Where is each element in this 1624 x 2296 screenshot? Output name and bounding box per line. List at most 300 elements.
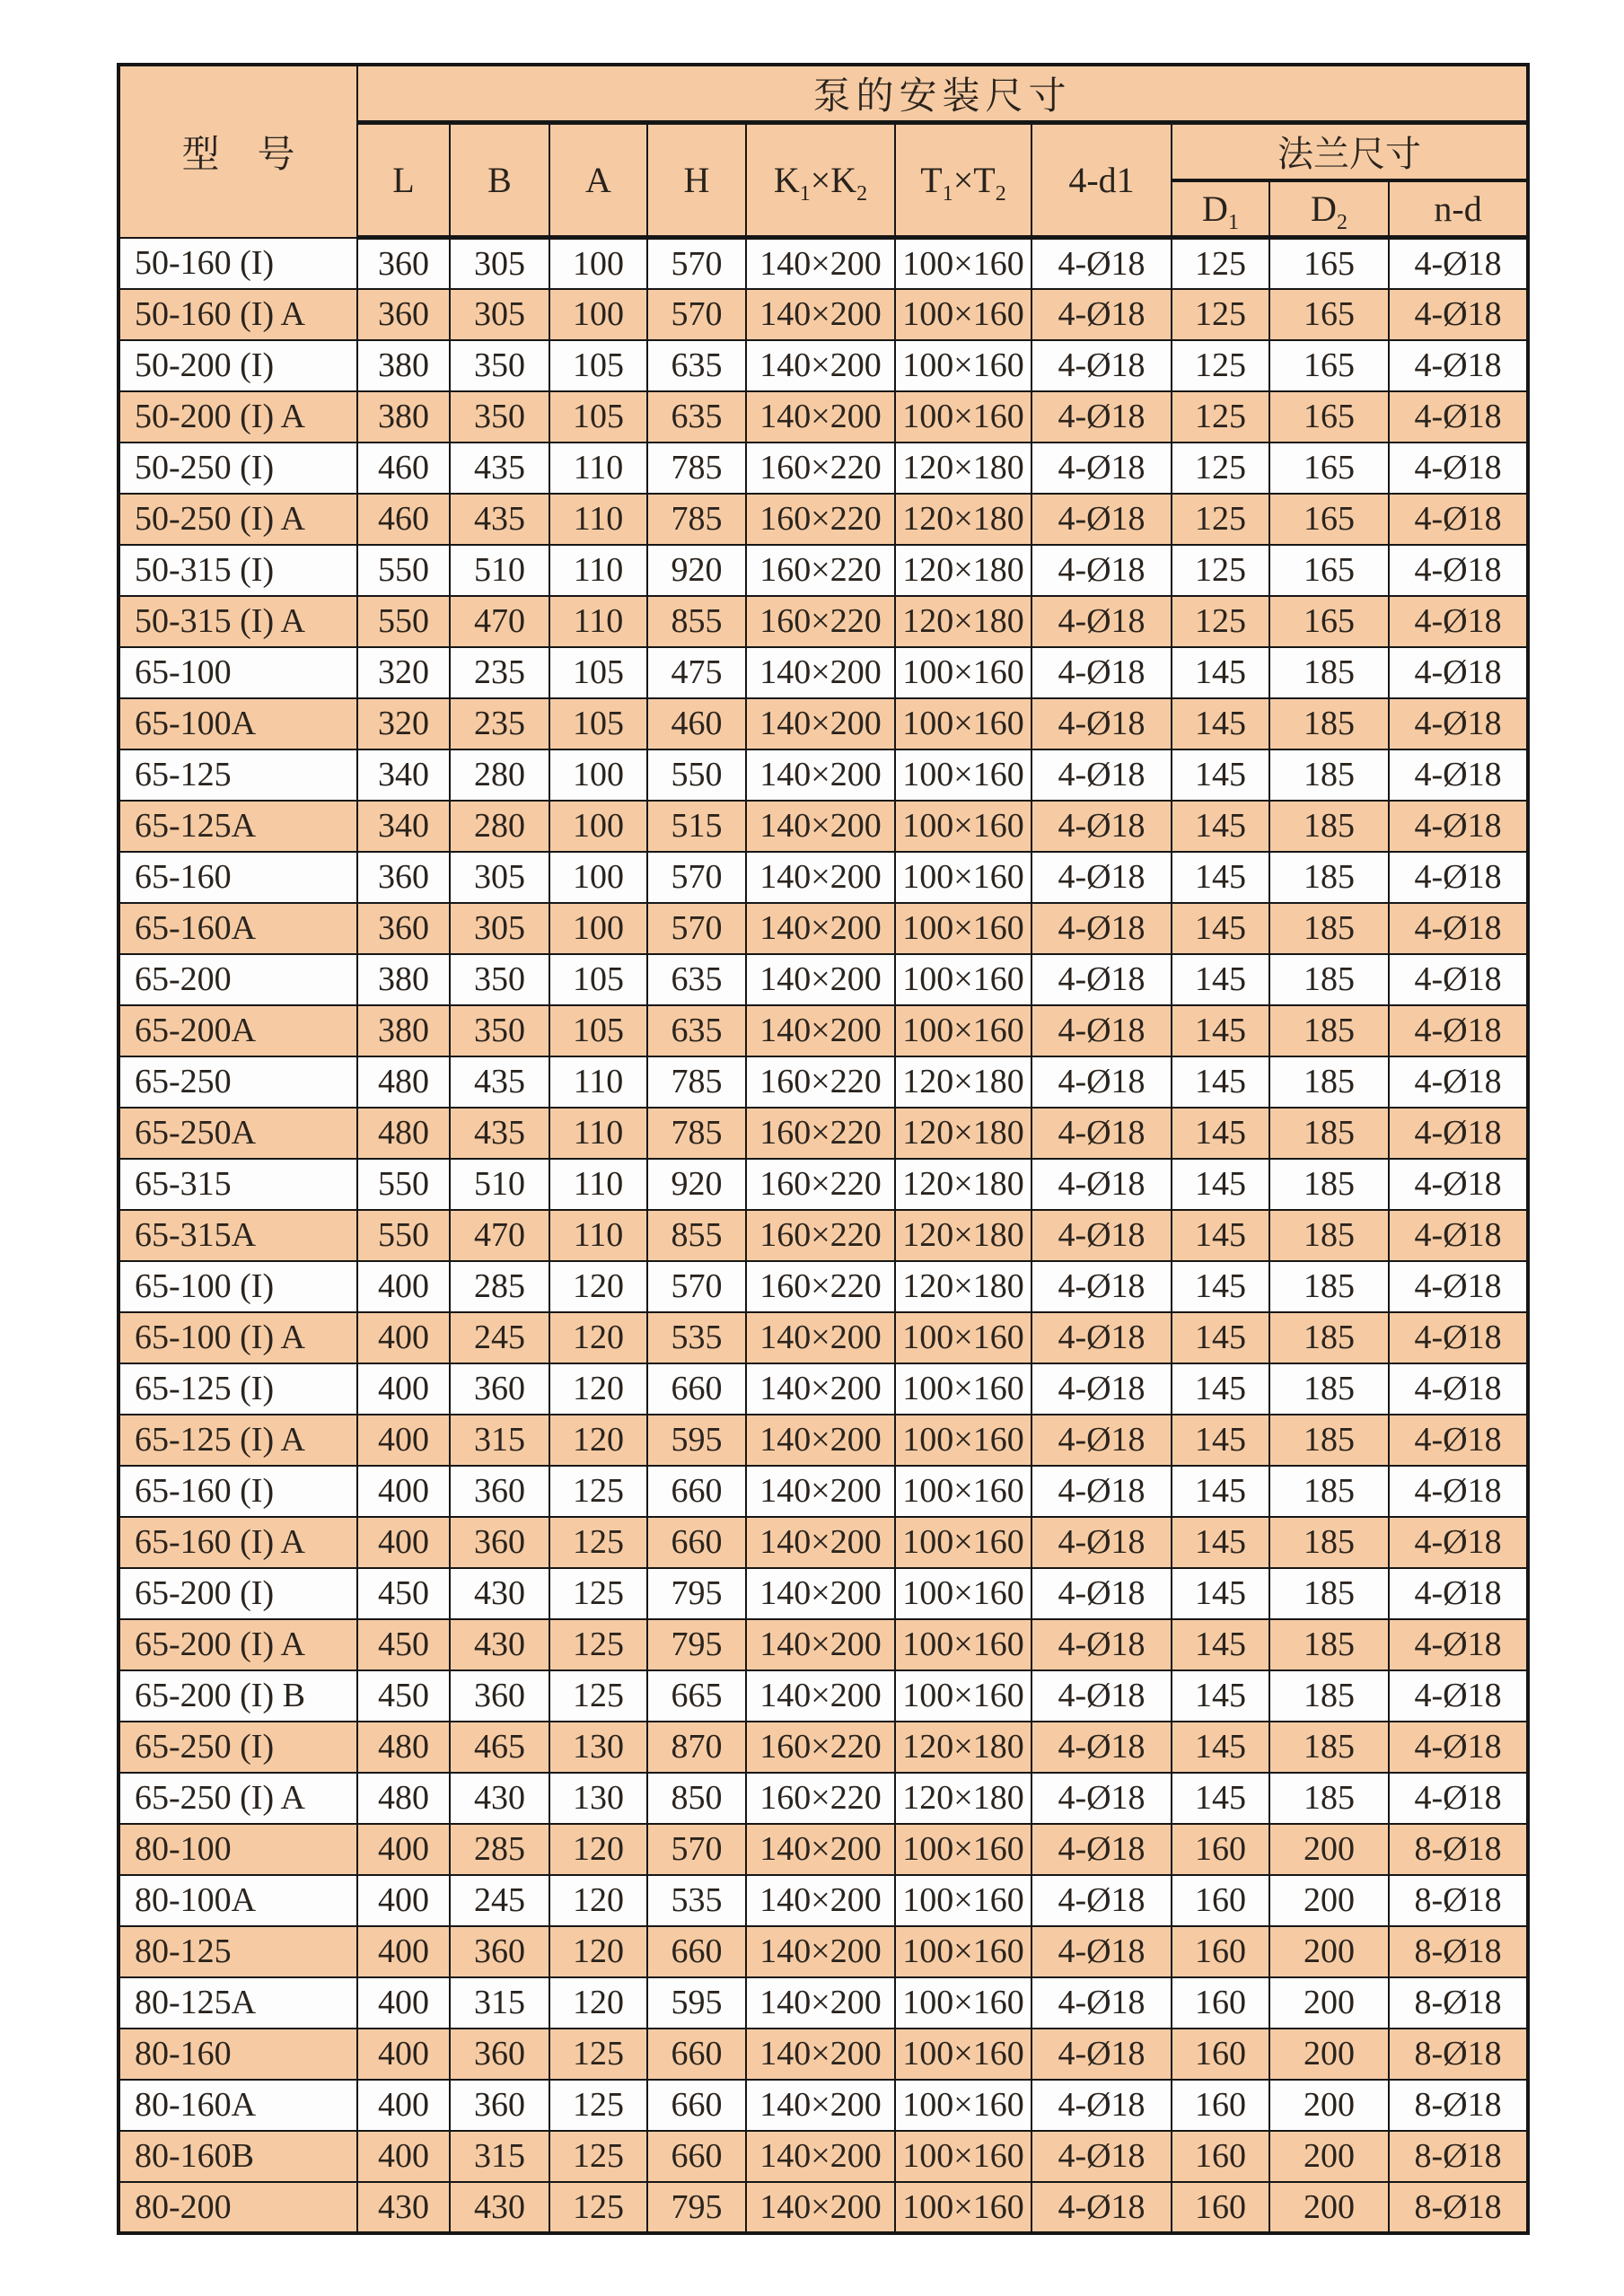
value-cell: 400: [357, 2029, 450, 2080]
value-cell: 400: [357, 2080, 450, 2131]
value-cell: 4-Ø18: [1031, 1056, 1172, 1108]
value-cell: 4-Ø18: [1389, 1056, 1528, 1108]
value-cell: 4-Ø18: [1389, 545, 1528, 596]
model-cell: 50-315 (I) A: [119, 596, 357, 647]
value-cell: 120: [549, 1363, 647, 1415]
value-cell: 145: [1172, 749, 1269, 801]
value-cell: 200: [1269, 2131, 1389, 2182]
value-cell: 140×200: [746, 1670, 895, 1722]
table-row: [119, 391, 1528, 443]
value-cell: 795: [647, 1568, 746, 1619]
value-cell: 100: [549, 238, 647, 289]
value-cell: 550: [357, 596, 450, 647]
value-cell: 145: [1172, 1108, 1269, 1159]
value-cell: 4-Ø18: [1389, 1261, 1528, 1312]
value-cell: 120: [549, 1875, 647, 1926]
value-cell: 570: [647, 903, 746, 954]
value-cell: 200: [1269, 1875, 1389, 1926]
value-cell: 4-Ø18: [1031, 2182, 1172, 2233]
value-cell: 105: [549, 340, 647, 391]
flange-dimensions-header: 法兰尺寸: [1172, 123, 1528, 180]
value-cell: 140×200: [746, 1977, 895, 2029]
model-cell: 50-315 (I): [119, 545, 357, 596]
table-row: [119, 1261, 1528, 1312]
value-cell: 200: [1269, 1824, 1389, 1875]
value-cell: 100×160: [895, 749, 1031, 801]
value-cell: 480: [357, 1773, 450, 1824]
model-cell: 80-100: [119, 1824, 357, 1875]
value-cell: 145: [1172, 801, 1269, 852]
value-cell: 145: [1172, 1415, 1269, 1466]
value-cell: 165: [1269, 545, 1389, 596]
table-row: [119, 289, 1528, 340]
value-cell: 235: [450, 647, 549, 698]
subscript: 1: [1227, 210, 1239, 234]
value-cell: 4-Ø18: [1031, 1926, 1172, 1977]
value-cell: 100×160: [895, 1312, 1031, 1363]
value-cell: 400: [357, 1415, 450, 1466]
value-cell: 145: [1172, 1568, 1269, 1619]
value-cell: 120×180: [895, 545, 1031, 596]
model-cell: 80-125A: [119, 1977, 357, 2029]
value-cell: 140×200: [746, 647, 895, 698]
table-row: [119, 1875, 1528, 1926]
table-row: [119, 1108, 1528, 1159]
value-cell: 140×200: [746, 954, 895, 1005]
model-cell: 65-125 (I) A: [119, 1415, 357, 1466]
model-cell: 65-250A: [119, 1108, 357, 1159]
value-cell: 4-Ø18: [1031, 340, 1172, 391]
value-cell: 320: [357, 647, 450, 698]
value-cell: 145: [1172, 1466, 1269, 1517]
value-cell: 165: [1269, 238, 1389, 289]
value-cell: 400: [357, 1875, 450, 1926]
value-cell: 430: [357, 2182, 450, 2233]
value-cell: 145: [1172, 698, 1269, 749]
value-cell: 4-Ø18: [1389, 238, 1528, 289]
value-cell: 4-Ø18: [1389, 340, 1528, 391]
value-cell: 4-Ø18: [1031, 1159, 1172, 1210]
value-cell: 105: [549, 647, 647, 698]
value-cell: 125: [549, 2080, 647, 2131]
value-cell: 660: [647, 2029, 746, 2080]
value-cell: 4-Ø18: [1031, 2080, 1172, 2131]
value-cell: 550: [357, 1210, 450, 1261]
model-cell: 65-200A: [119, 1005, 357, 1056]
column-header-B: B: [450, 123, 549, 238]
value-cell: 4-Ø18: [1031, 903, 1172, 954]
value-cell: 4-Ø18: [1389, 749, 1528, 801]
value-cell: 795: [647, 1619, 746, 1670]
value-cell: 140×200: [746, 1568, 895, 1619]
value-cell: 140×200: [746, 1926, 895, 1977]
value-cell: 140×200: [746, 289, 895, 340]
value-cell: 100×160: [895, 1568, 1031, 1619]
value-cell: 4-Ø18: [1031, 238, 1172, 289]
value-cell: 4-Ø18: [1031, 749, 1172, 801]
value-cell: 315: [450, 2131, 549, 2182]
value-cell: 785: [647, 1108, 746, 1159]
installation-dimensions-header: 泵的安装尺寸: [357, 65, 1528, 123]
value-cell: 120×180: [895, 494, 1031, 545]
value-cell: 160×220: [746, 545, 895, 596]
model-cell: 65-100: [119, 647, 357, 698]
value-cell: 110: [549, 1056, 647, 1108]
value-cell: 125: [549, 2029, 647, 2080]
value-cell: 8-Ø18: [1389, 2131, 1528, 2182]
value-cell: 4-Ø18: [1389, 698, 1528, 749]
value-cell: 570: [647, 852, 746, 903]
value-cell: 100: [549, 852, 647, 903]
value-cell: 100×160: [895, 1670, 1031, 1722]
value-cell: 160×220: [746, 1722, 895, 1773]
value-cell: 140×200: [746, 903, 895, 954]
column-header-D2: $D_2$: [1269, 180, 1389, 238]
model-cell: 65-315A: [119, 1210, 357, 1261]
value-cell: 200: [1269, 2029, 1389, 2080]
model-column-header: 型 号: [119, 65, 357, 238]
value-cell: 140×200: [746, 1517, 895, 1568]
table-row: [119, 1926, 1528, 1977]
value-cell: 4-Ø18: [1389, 289, 1528, 340]
value-cell: 315: [450, 1415, 549, 1466]
value-cell: 4-Ø18: [1389, 1619, 1528, 1670]
value-cell: 470: [450, 596, 549, 647]
value-cell: 4-Ø18: [1031, 1977, 1172, 2029]
value-cell: 100×160: [895, 1926, 1031, 1977]
table-row: [119, 1670, 1528, 1722]
value-cell: 350: [450, 954, 549, 1005]
value-cell: 855: [647, 1210, 746, 1261]
value-cell: 660: [647, 1466, 746, 1517]
value-cell: 8-Ø18: [1389, 2029, 1528, 2080]
value-cell: 100×160: [895, 954, 1031, 1005]
value-cell: 550: [357, 1159, 450, 1210]
value-cell: 125: [1172, 494, 1269, 545]
table-row: [119, 2182, 1528, 2233]
model-cell: 80-160: [119, 2029, 357, 2080]
value-cell: 400: [357, 1363, 450, 1415]
table-row: [119, 647, 1528, 698]
value-cell: 380: [357, 340, 450, 391]
value-cell: 4-Ø18: [1031, 647, 1172, 698]
value-cell: 185: [1269, 1312, 1389, 1363]
value-cell: 105: [549, 1005, 647, 1056]
value-cell: 110: [549, 596, 647, 647]
value-cell: 535: [647, 1312, 746, 1363]
value-cell: 130: [549, 1773, 647, 1824]
value-cell: 125: [1172, 289, 1269, 340]
value-cell: 110: [549, 443, 647, 494]
value-cell: 4-Ø18: [1031, 1108, 1172, 1159]
value-cell: 100×160: [895, 1466, 1031, 1517]
pump-dimension-table-wrap: [117, 63, 1530, 2235]
model-cell: 65-250 (I): [119, 1722, 357, 1773]
value-cell: 145: [1172, 1312, 1269, 1363]
value-cell: 8-Ø18: [1389, 1977, 1528, 2029]
value-cell: 100×160: [895, 1415, 1031, 1466]
value-cell: 920: [647, 545, 746, 596]
model-cell: 80-100A: [119, 1875, 357, 1926]
value-cell: 140×200: [746, 1619, 895, 1670]
table-row: [119, 1005, 1528, 1056]
value-cell: 435: [450, 1108, 549, 1159]
value-cell: 4-Ø18: [1389, 1005, 1528, 1056]
value-cell: 570: [647, 1261, 746, 1312]
table-row: [119, 1619, 1528, 1670]
value-cell: 4-Ø18: [1031, 443, 1172, 494]
table-row: [119, 340, 1528, 391]
value-cell: 660: [647, 1926, 746, 1977]
model-cell: 65-125 (I): [119, 1363, 357, 1415]
value-cell: 165: [1269, 340, 1389, 391]
value-cell: 125: [1172, 340, 1269, 391]
value-cell: 595: [647, 1415, 746, 1466]
table-row: [119, 801, 1528, 852]
value-cell: 145: [1172, 1670, 1269, 1722]
value-cell: 450: [357, 1619, 450, 1670]
value-cell: 185: [1269, 1108, 1389, 1159]
value-cell: 120×180: [895, 1159, 1031, 1210]
value-cell: 305: [450, 238, 549, 289]
value-cell: 4-Ø18: [1389, 801, 1528, 852]
model-cell: 80-160B: [119, 2131, 357, 2182]
value-cell: 110: [549, 1210, 647, 1261]
value-cell: 400: [357, 1824, 450, 1875]
value-cell: 185: [1269, 647, 1389, 698]
value-cell: 120×180: [895, 1056, 1031, 1108]
value-cell: 160: [1172, 2029, 1269, 2080]
value-cell: 140×200: [746, 2182, 895, 2233]
value-cell: 140×200: [746, 801, 895, 852]
value-cell: 165: [1269, 596, 1389, 647]
value-cell: 185: [1269, 1210, 1389, 1261]
value-cell: 165: [1269, 289, 1389, 340]
value-cell: 4-Ø18: [1031, 391, 1172, 443]
value-cell: 140×200: [746, 1005, 895, 1056]
model-cell: 65-250 (I) A: [119, 1773, 357, 1824]
value-cell: 660: [647, 2080, 746, 2131]
value-cell: 125: [549, 1568, 647, 1619]
model-cell: 80-160A: [119, 2080, 357, 2131]
value-cell: 340: [357, 749, 450, 801]
value-cell: 145: [1172, 1159, 1269, 1210]
table-row: [119, 545, 1528, 596]
value-cell: 110: [549, 494, 647, 545]
value-cell: 100×160: [895, 903, 1031, 954]
value-cell: 4-Ø18: [1389, 1312, 1528, 1363]
value-cell: 140×200: [746, 1415, 895, 1466]
value-cell: 4-Ø18: [1389, 1466, 1528, 1517]
value-cell: 400: [357, 1312, 450, 1363]
table-row: [119, 903, 1528, 954]
model-cell: 65-200 (I): [119, 1568, 357, 1619]
value-cell: 100×160: [895, 340, 1031, 391]
value-cell: 125: [1172, 443, 1269, 494]
value-cell: 100×160: [895, 2029, 1031, 2080]
value-cell: 360: [357, 238, 450, 289]
value-cell: 125: [549, 2182, 647, 2233]
value-cell: 100×160: [895, 391, 1031, 443]
value-cell: 120×180: [895, 443, 1031, 494]
value-cell: 125: [549, 1517, 647, 1568]
value-cell: 140×200: [746, 2029, 895, 2080]
table-row: [119, 1773, 1528, 1824]
value-cell: 785: [647, 1056, 746, 1108]
value-cell: 160×220: [746, 1210, 895, 1261]
value-cell: 100×160: [895, 698, 1031, 749]
value-cell: 160: [1172, 2182, 1269, 2233]
value-cell: 4-Ø18: [1031, 1875, 1172, 1926]
model-cell: 65-160A: [119, 903, 357, 954]
value-cell: 140×200: [746, 698, 895, 749]
value-cell: 4-Ø18: [1389, 1415, 1528, 1466]
subscript: 1: [942, 182, 953, 206]
value-cell: 4-Ø18: [1389, 494, 1528, 545]
value-cell: 125: [1172, 596, 1269, 647]
table-row: [119, 2080, 1528, 2131]
value-cell: 4-Ø18: [1031, 545, 1172, 596]
value-cell: 140×200: [746, 1875, 895, 1926]
value-cell: 105: [549, 954, 647, 1005]
value-cell: 185: [1269, 903, 1389, 954]
value-cell: 100×160: [895, 801, 1031, 852]
column-header-K1xK2: $K_1\times K_2$: [746, 123, 895, 238]
model-cell: 65-100 (I): [119, 1261, 357, 1312]
value-cell: 4-Ø18: [1389, 1568, 1528, 1619]
value-cell: 160: [1172, 1875, 1269, 1926]
column-header-n-d: n-d: [1389, 180, 1528, 238]
table-row: [119, 443, 1528, 494]
value-cell: 100×160: [895, 852, 1031, 903]
value-cell: 185: [1269, 1005, 1389, 1056]
value-cell: 4-Ø18: [1389, 1363, 1528, 1415]
value-cell: 4-Ø18: [1031, 1722, 1172, 1773]
model-cell: 50-160 (I): [119, 238, 357, 289]
table-row: [119, 749, 1528, 801]
value-cell: 360: [450, 2029, 549, 2080]
value-cell: 360: [450, 1466, 549, 1517]
value-cell: 160×220: [746, 443, 895, 494]
value-cell: 160×220: [746, 494, 895, 545]
value-cell: 4-Ø18: [1389, 954, 1528, 1005]
value-cell: 510: [450, 545, 549, 596]
value-cell: 850: [647, 1773, 746, 1824]
value-cell: 430: [450, 1619, 549, 1670]
column-header-D1: $D_1$: [1172, 180, 1269, 238]
value-cell: 100×160: [895, 1619, 1031, 1670]
table-row: [119, 238, 1528, 289]
value-cell: 4-Ø18: [1031, 1517, 1172, 1568]
value-cell: 100×160: [895, 2080, 1031, 2131]
value-cell: 140×200: [746, 1824, 895, 1875]
value-cell: 185: [1269, 1722, 1389, 1773]
table-row: [119, 1977, 1528, 2029]
value-cell: 120: [549, 1415, 647, 1466]
value-cell: 100×160: [895, 1824, 1031, 1875]
value-cell: 4-Ø18: [1031, 1210, 1172, 1261]
table-row: [119, 1824, 1528, 1875]
model-cell: 65-160: [119, 852, 357, 903]
value-cell: 480: [357, 1722, 450, 1773]
value-cell: 125: [549, 1466, 647, 1517]
value-cell: 570: [647, 238, 746, 289]
value-cell: 160×220: [746, 1159, 895, 1210]
table-row: [119, 1466, 1528, 1517]
value-cell: 185: [1269, 852, 1389, 903]
model-cell: 65-160 (I): [119, 1466, 357, 1517]
value-cell: 430: [450, 1773, 549, 1824]
value-cell: 120: [549, 1926, 647, 1977]
value-cell: 145: [1172, 647, 1269, 698]
model-cell: 50-250 (I) A: [119, 494, 357, 545]
value-cell: 4-Ø18: [1031, 1415, 1172, 1466]
value-cell: 400: [357, 1517, 450, 1568]
value-cell: 140×200: [746, 749, 895, 801]
value-cell: 785: [647, 494, 746, 545]
value-cell: 185: [1269, 1363, 1389, 1415]
value-cell: 130: [549, 1722, 647, 1773]
value-cell: 340: [357, 801, 450, 852]
value-cell: 785: [647, 443, 746, 494]
value-cell: 165: [1269, 494, 1389, 545]
value-cell: 460: [357, 443, 450, 494]
value-cell: 160: [1172, 1926, 1269, 1977]
value-cell: 4-Ø18: [1031, 1824, 1172, 1875]
value-cell: 120: [549, 1824, 647, 1875]
value-cell: 4-Ø18: [1031, 1363, 1172, 1415]
value-cell: 100×160: [895, 2182, 1031, 2233]
value-cell: 145: [1172, 903, 1269, 954]
value-cell: 4-Ø18: [1031, 1670, 1172, 1722]
value-cell: 360: [357, 289, 450, 340]
value-cell: 8-Ø18: [1389, 1875, 1528, 1926]
value-cell: 360: [450, 2080, 549, 2131]
value-cell: 635: [647, 340, 746, 391]
value-cell: 145: [1172, 1619, 1269, 1670]
value-cell: 400: [357, 1926, 450, 1977]
value-cell: 145: [1172, 1517, 1269, 1568]
value-cell: 140×200: [746, 1363, 895, 1415]
value-cell: 350: [450, 1005, 549, 1056]
value-cell: 145: [1172, 1056, 1269, 1108]
value-cell: 160: [1172, 2080, 1269, 2131]
value-cell: 465: [450, 1722, 549, 1773]
value-cell: 145: [1172, 1005, 1269, 1056]
value-cell: 570: [647, 289, 746, 340]
value-cell: 140×200: [746, 340, 895, 391]
value-cell: 140×200: [746, 2131, 895, 2182]
value-cell: 160: [1172, 1977, 1269, 2029]
value-cell: 8-Ø18: [1389, 1824, 1528, 1875]
value-cell: 435: [450, 443, 549, 494]
value-cell: 160×220: [746, 596, 895, 647]
value-cell: 100×160: [895, 238, 1031, 289]
value-cell: 4-Ø18: [1031, 698, 1172, 749]
table-row: [119, 1312, 1528, 1363]
subscript: 2: [995, 182, 1006, 206]
table-row: [119, 1415, 1528, 1466]
value-cell: 140×200: [746, 391, 895, 443]
value-cell: 120×180: [895, 1773, 1031, 1824]
value-cell: 185: [1269, 1619, 1389, 1670]
value-cell: 360: [357, 852, 450, 903]
value-cell: 125: [1172, 391, 1269, 443]
value-cell: 380: [357, 954, 450, 1005]
value-cell: 360: [450, 1517, 549, 1568]
model-cell: 65-100 (I) A: [119, 1312, 357, 1363]
value-cell: 4-Ø18: [1031, 1568, 1172, 1619]
